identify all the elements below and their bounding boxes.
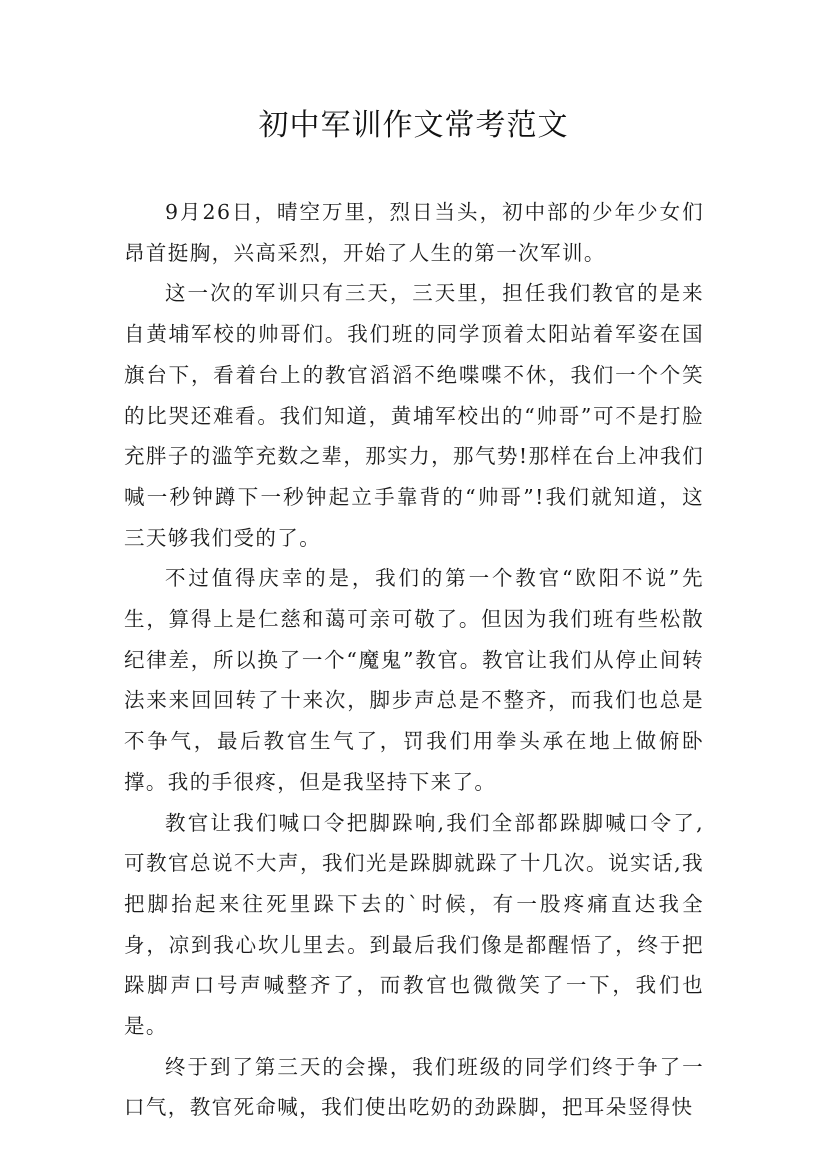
- paragraph-1: 9月26日，晴空万里，烈日当头，初中部的少年少女们昂首挺胸，兴高采烈，开始了人生的第一次军训。: [124, 200, 704, 265]
- paragraph-4: 教官让我们喊口令把脚跺响,我们全部都跺脚喊口令了,可教官总说不大声，我们光是跺脚就跺了十几次。说实话,我把脚抬起来往死里跺下去的`时候，有一股疼痛直达我全身，凉到我心坎儿里去。到最后我们像是都醒悟了，终于把跺脚声口号声喊整齐了，而教官也微微笑了一下，我们也是。: [124, 810, 704, 1039]
- paragraph-2: 这一次的军训只有三天，三天里，担任我们教官的是来自黄埔军校的帅哥们。我们班的同学顶着太阳站着军姿在国旗台下，看着台上的教官滔滔不绝喋喋不休，我们一个个笑的比哭还难看。我们知道，黄埔军校出的“帅哥”可不是打脸充胖子的滥竽充数之辈，那实力，那气势!那样在台上冲我们喊一秒钟蹲下一秒钟起立手靠背的“帅哥”!我们就知道，这三天够我们受的了。: [124, 281, 704, 550]
- paragraph-3: 不过值得庆幸的是，我们的第一个教官“欧阳不说”先生，算得上是仁慈和蔼可亲可敬了。但因为我们班有些松散纪律差，所以换了一个“魔鬼”教官。教官让我们从停止间转法来来回回转了十来次，脚步声总是不整齐，而我们也总是不争气，最后教官生气了，罚我们用拳头承在地上做俯卧撑。我的手很疼，但是我坚持下来了。: [124, 566, 704, 794]
- paragraph-5: 终于到了第三天的会操，我们班级的同学们终于争了一口气，教官死命喊，我们使出吃奶的劲跺脚，把耳朵竖得快: [124, 1054, 704, 1120]
- document-title: 初中军训作文常考范文: [258, 108, 569, 143]
- document-body: [124, 192, 704, 1128]
